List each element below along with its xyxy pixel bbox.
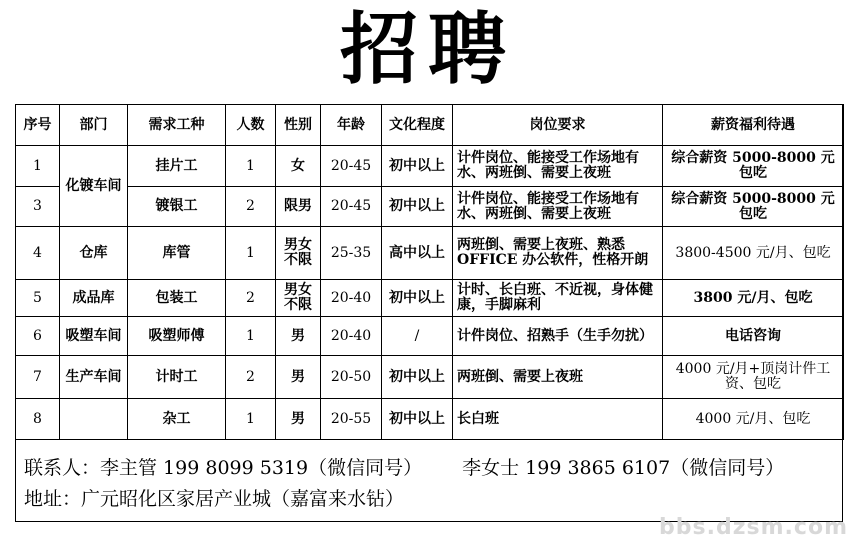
row-pay: 综合薪资 5000-8000 元包吃: [663, 187, 844, 227]
row-pay: 电话咨询: [663, 317, 844, 356]
row-pay: 4000 元/月、包吃: [663, 399, 844, 440]
row-age: 20-40: [321, 280, 382, 317]
row-dept: 成品库: [60, 280, 128, 317]
row-job: 镀银工: [128, 187, 226, 227]
row-edu: /: [382, 317, 453, 356]
row-pay: 综合薪资 5000-8000 元包吃: [663, 146, 844, 187]
row-age: 20-45: [321, 146, 382, 187]
row-req: 计件岗位、招熟手（生手勿扰）: [453, 317, 663, 356]
row-count: 1: [226, 146, 276, 187]
row-edu: 初中以上: [382, 356, 453, 399]
row-age: 20-50: [321, 356, 382, 399]
row-gender: 限男: [276, 187, 321, 227]
row-dept: 化镀车间: [60, 146, 128, 227]
row-job: 计时工: [128, 356, 226, 399]
header-count: 人数: [226, 105, 276, 146]
address-line: 地址：广元昭化区家居产业城（嘉富来水钻）: [24, 488, 405, 510]
row-gender: 女: [276, 146, 321, 187]
row-pay: 4000 元/月+顶岗计件工资、包吃: [663, 356, 844, 399]
row-job: 杂工: [128, 399, 226, 440]
header-pay: 薪资福利待遇: [663, 105, 844, 146]
row-no: 6: [16, 317, 60, 356]
row-edu: 初中以上: [382, 399, 453, 440]
row-req: 两班倒、需要上夜班、熟悉OFFICE 办公软件，性格开朗: [453, 227, 663, 280]
row-dept: 仓库: [60, 227, 128, 280]
row-edu: 初中以上: [382, 146, 453, 187]
header-age: 年龄: [321, 105, 382, 146]
row-no: 3: [16, 187, 60, 227]
row-gender: 男女不限: [276, 280, 321, 317]
header-gender: 性别: [276, 105, 321, 146]
row-gender: 男: [276, 399, 321, 440]
row-count: 1: [226, 399, 276, 440]
row-job: 吸塑师傅: [128, 317, 226, 356]
header-req: 岗位要求: [453, 105, 663, 146]
row-age: 20-40: [321, 317, 382, 356]
row-count: 1: [226, 317, 276, 356]
row-req: 长白班: [453, 399, 663, 440]
row-edu: 初中以上: [382, 187, 453, 227]
watermark: bbs.dzsm.com: [659, 515, 848, 540]
header-dept: 部门: [60, 105, 128, 146]
contact-person-1: 李主管 199 8099 5319（微信同号）: [100, 457, 423, 479]
row-job: 挂片工: [128, 146, 226, 187]
row-age: 25-35: [321, 227, 382, 280]
row-gender: 男: [276, 317, 321, 356]
row-edu: 初中以上: [382, 280, 453, 317]
header-job: 需求工种: [128, 105, 226, 146]
row-no: 7: [16, 356, 60, 399]
contact-person-2: 李女士 199 3865 6107（微信同号）: [462, 457, 785, 479]
row-no: 4: [16, 227, 60, 280]
row-age: 20-45: [321, 187, 382, 227]
header-edu: 文化程度: [382, 105, 453, 146]
row-req: 计时、长白班、不近视，身体健康，手脚麻利: [453, 280, 663, 317]
page-title: 招聘: [339, 4, 516, 95]
row-no: 5: [16, 280, 60, 317]
row-req: 计件岗位、能接受工作场地有水、两班倒、需要上夜班: [453, 187, 663, 227]
row-dept: 生产车间: [60, 356, 128, 399]
row-gender: 男女不限: [276, 227, 321, 280]
row-edu: 高中以上: [382, 227, 453, 280]
row-count: 1: [226, 227, 276, 280]
row-count: 2: [226, 187, 276, 227]
row-age: 20-55: [321, 399, 382, 440]
contact-label: 联系人：: [24, 457, 101, 479]
row-count: 2: [226, 356, 276, 399]
row-pay: 3800 元/月、包吃: [663, 280, 844, 317]
row-dept: 吸塑车间: [60, 317, 128, 356]
row-count: 2: [226, 280, 276, 317]
row-pay: 3800-4500 元/月、包吃: [663, 227, 844, 280]
contact-line: [24, 454, 784, 482]
row-job: 库管: [128, 227, 226, 280]
row-gender: 男: [276, 356, 321, 399]
row-req: 计件岗位、能接受工作场地有水、两班倒、需要上夜班: [453, 146, 663, 187]
header-no: 序号: [16, 105, 60, 146]
row-job: 包装工: [128, 280, 226, 317]
row-no: 8: [16, 399, 60, 440]
row-no: 1: [16, 146, 60, 187]
row-req: 两班倒、需要上夜班: [453, 356, 663, 399]
